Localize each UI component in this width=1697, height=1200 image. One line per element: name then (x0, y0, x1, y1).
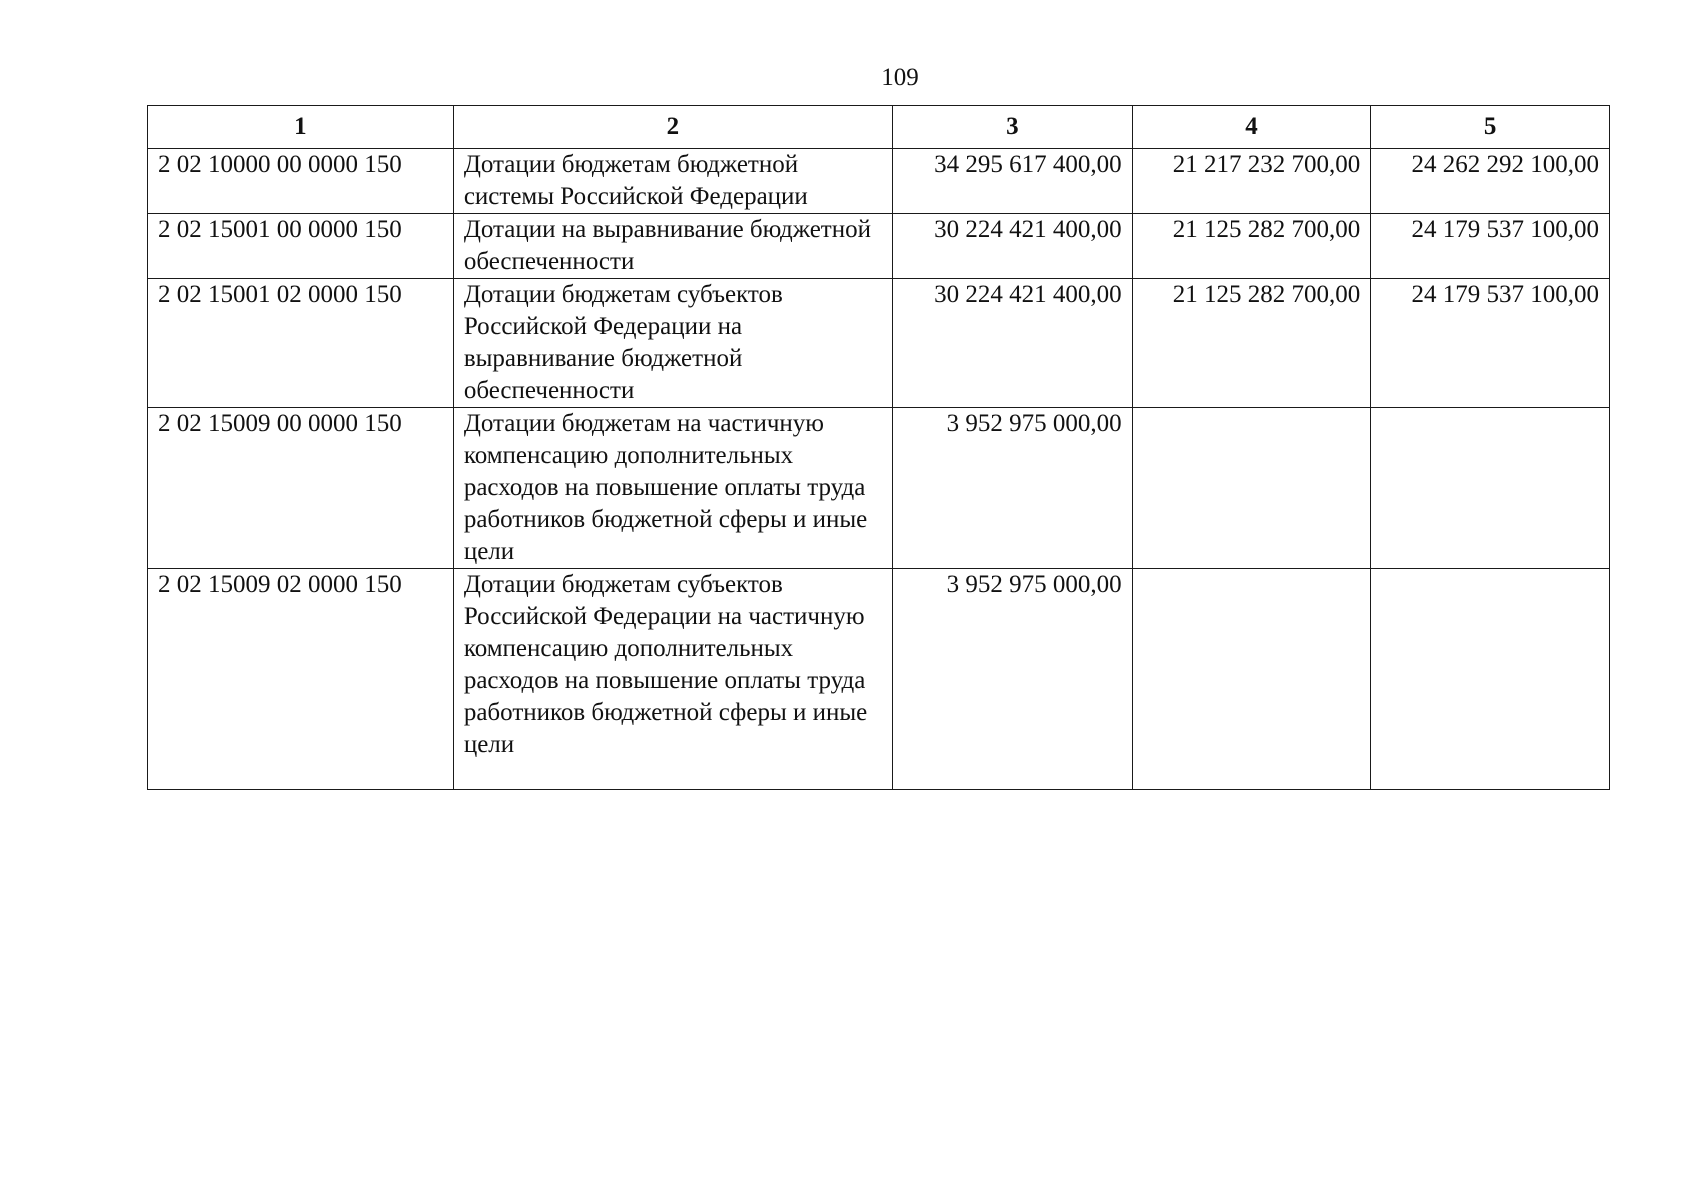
amount-col3-cell: 34 295 617 400,00 (893, 149, 1133, 214)
amount-col4-cell: 21 125 282 700,00 (1132, 279, 1371, 408)
budget-table (147, 105, 1610, 790)
table-row (148, 214, 1610, 279)
amount-col4-cell: 21 125 282 700,00 (1132, 214, 1371, 279)
column-header-2: 2 (453, 106, 892, 149)
amount-col3-cell: 30 224 421 400,00 (893, 214, 1133, 279)
column-header-1: 1 (148, 106, 454, 149)
budget-code-cell: 2 02 15009 00 0000 150 (148, 408, 454, 569)
amount-col5-cell: 24 179 537 100,00 (1371, 279, 1610, 408)
table-row (148, 408, 1610, 569)
amount-col5-cell: 24 179 537 100,00 (1371, 214, 1610, 279)
amount-col4-cell: 21 217 232 700,00 (1132, 149, 1371, 214)
column-header-4: 4 (1132, 106, 1371, 149)
column-header-3: 3 (893, 106, 1133, 149)
table-row (148, 279, 1610, 408)
column-header-5: 5 (1371, 106, 1610, 149)
amount-col5-cell: 24 262 292 100,00 (1371, 149, 1610, 214)
table-row (148, 149, 1610, 214)
revenue-name-cell: Дотации бюджетам субъектов Российской Федерации на частичную компенсацию дополнительных расходов на повышение оплаты труда работников бюджетной сферы и иные цели (453, 569, 892, 790)
amount-col5-cell (1371, 408, 1610, 569)
revenue-name-cell: Дотации бюджетам бюджетной системы Российской Федерации (453, 149, 892, 214)
budget-code-cell: 2 02 10000 00 0000 150 (148, 149, 454, 214)
revenue-name-cell: Дотации бюджетам на частичную компенсацию дополнительных расходов на повышение оплаты труда работников бюджетной сферы и иные цели (453, 408, 892, 569)
table-row (148, 569, 1610, 790)
table-header-row (148, 106, 1610, 149)
amount-col5-cell (1371, 569, 1610, 790)
budget-code-cell: 2 02 15001 02 0000 150 (148, 279, 454, 408)
amount-col3-cell: 3 952 975 000,00 (893, 569, 1133, 790)
amount-col3-cell: 3 952 975 000,00 (893, 408, 1133, 569)
revenue-name-cell: Дотации на выравнивание бюджетной обеспеченности (453, 214, 892, 279)
budget-code-cell: 2 02 15009 02 0000 150 (148, 569, 454, 790)
budget-code-cell: 2 02 15001 00 0000 150 (148, 214, 454, 279)
amount-col4-cell (1132, 569, 1371, 790)
amount-col3-cell: 30 224 421 400,00 (893, 279, 1133, 408)
page-number: 109 (881, 64, 919, 91)
revenue-name-cell: Дотации бюджетам субъектов Российской Федерации на выравнивание бюджетной обеспеченности (453, 279, 892, 408)
amount-col4-cell (1132, 408, 1371, 569)
